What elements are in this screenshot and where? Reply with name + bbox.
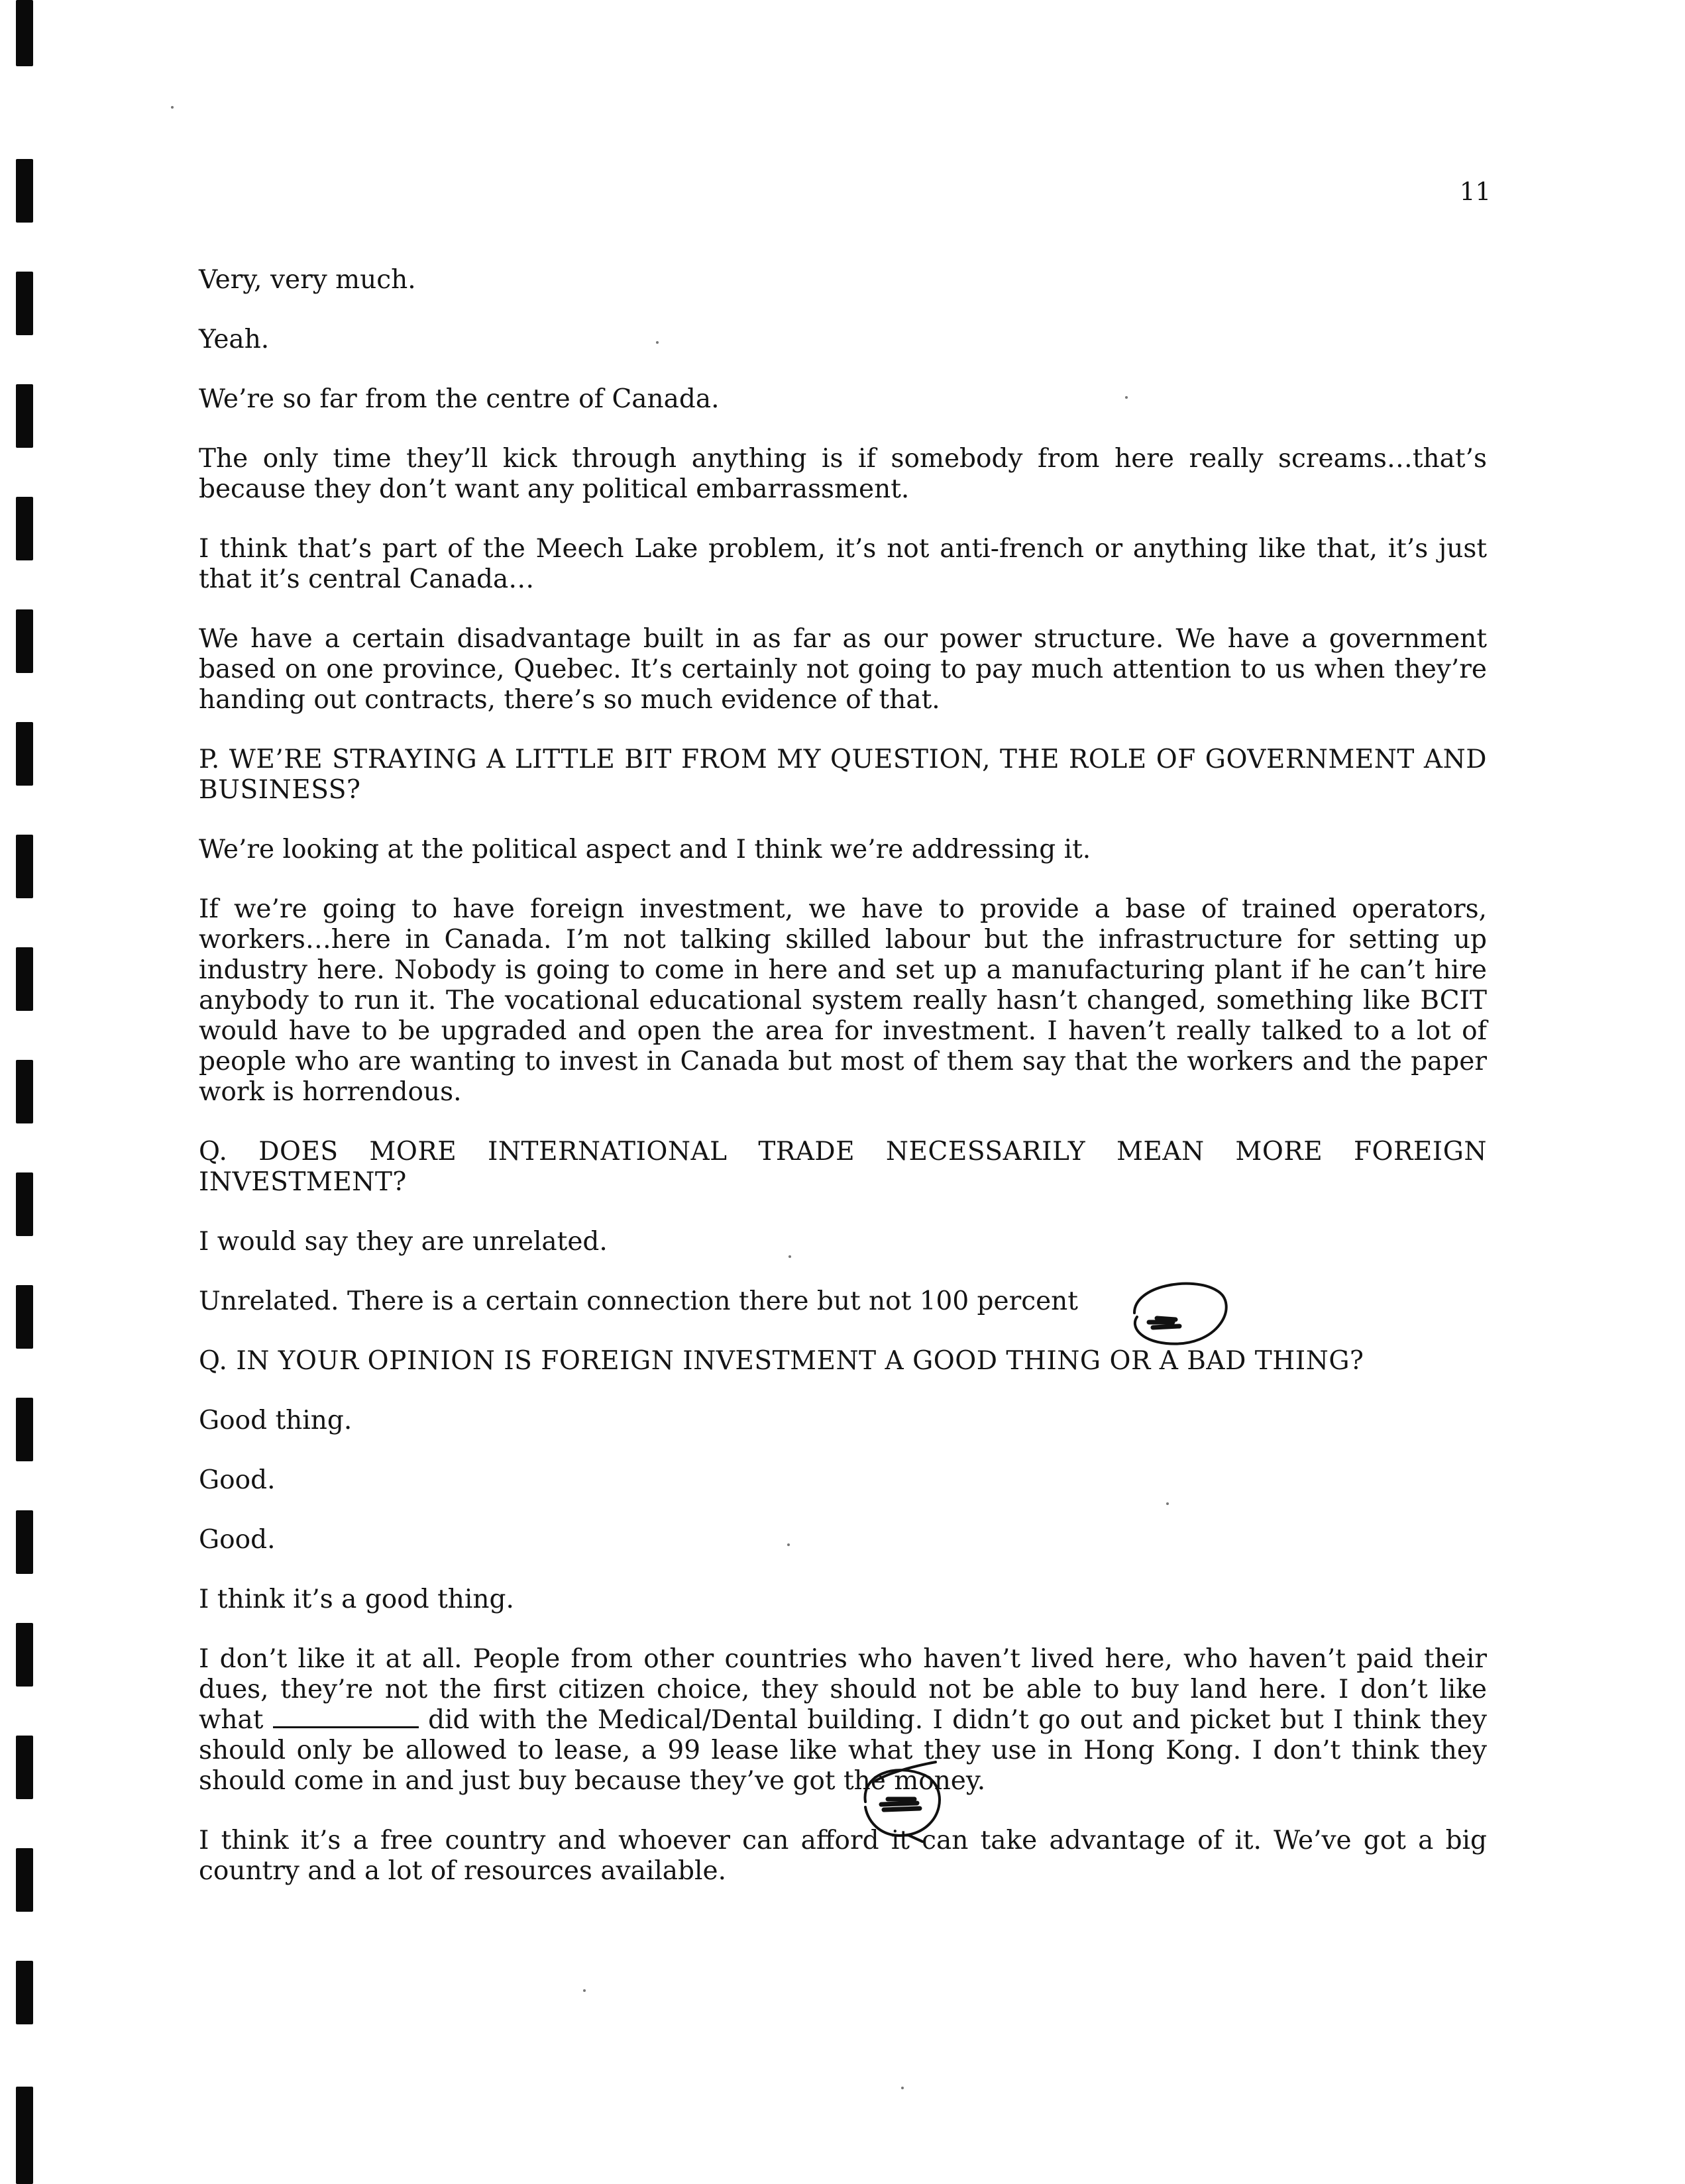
- interviewer-question: P. WE’RE STRAYING A LITTLE BIT FROM MY QUESTION, THE ROLE OF GOVERNMENT AND BUSINESS?: [199, 745, 1487, 805]
- binder-mark: [16, 835, 33, 898]
- scan-speck: [788, 1255, 791, 1258]
- response-paragraph: We have a certain disadvantage built in as far as our power structure. We have a government based on one province, Quebec. It’s certainly not going to pay much attention to us when they’re handing out contracts, there’s so much evidence of that.: [199, 624, 1487, 715]
- interviewer-question: Q. IN YOUR OPINION IS FOREIGN INVESTMENT A GOOD THING OR A BAD THING?: [199, 1346, 1364, 1376]
- response-paragraph: If we’re going to have foreign investment, we have to provide a base of trained operators, workers…here in Canada. I’m not talking skilled labour but the infrastructure for setting up industry here. Nobody is going to come in here and set up a manufacturing plant if he can’t hire anybody to run it. The vocational educational system really hasn’t changed, something like BCIT would have to be upgraded and open the area for investment. I haven’t really talked to a lot of people who are wanting to invest in Canada but most of them say that the workers and the paper work is horrendous.: [199, 894, 1487, 1107]
- binder-mark: [16, 159, 33, 223]
- binder-mark: [16, 1060, 33, 1123]
- response-paragraph: Good thing.: [199, 1406, 353, 1435]
- scan-speck: [1125, 396, 1128, 399]
- binder-mark: [16, 722, 33, 786]
- binder-mark: [16, 2087, 33, 2184]
- binder-mark: [16, 947, 33, 1011]
- binder-mark: [16, 1285, 33, 1349]
- response-text: did with the Medical/Dental building. I didn’t go out and picket but I think they should only be allowed to lease, a 99: [199, 1705, 1487, 1765]
- binder-mark: [16, 1172, 33, 1236]
- response-paragraph: Unrelated. There is a certain connection there but not 100 percent: [199, 1286, 1078, 1316]
- binder-mark: [16, 0, 33, 66]
- response-paragraph: The only time they’ll kick through anything is if somebody from here really screams…that’s because they don’t want any political embarrassment.: [199, 444, 1487, 504]
- binder-mark: [16, 609, 33, 673]
- response-paragraph: Yeah.: [199, 325, 270, 354]
- binder-mark: [16, 1398, 33, 1461]
- interviewer-question: Q. DOES MORE INTERNATIONAL TRADE NECESSARILY MEAN MORE FOREIGN INVESTMENT?: [199, 1137, 1487, 1197]
- binder-mark: [16, 272, 33, 335]
- scan-speck: [901, 2087, 904, 2089]
- scan-speck: [171, 106, 174, 109]
- response-text: because they’ve got the money.: [574, 1766, 986, 1796]
- response-paragraph: I think that’s part of the Meech Lake problem, it’s not anti-french or anything like that, it’s just that it’s central Canada…: [199, 534, 1487, 594]
- response-paragraph: Good.: [199, 1465, 276, 1495]
- response-paragraph: I would say they are unrelated.: [199, 1227, 608, 1257]
- redacted-name-blank: [273, 1706, 419, 1728]
- scan-speck: [583, 1989, 586, 1992]
- scan-speck: [656, 341, 659, 344]
- binder-mark: [16, 1961, 33, 2024]
- binder-mark: [16, 1736, 33, 1799]
- binder-marks: [16, 0, 36, 2184]
- response-text: I don’t like it at all. People from other countries who haven’t lived here, who haven’t paid their dues, they’re not the first citizen choice, they should not be able to buy land here. I don’t like what: [199, 1644, 1487, 1735]
- response-paragraph: I think it’s a free country and whoever can afford it can take advantage of it. We’ve got a big country and a lot of resources available.: [199, 1826, 1487, 1886]
- response-paragraph: Good.: [199, 1525, 276, 1555]
- scan-speck: [1166, 1502, 1169, 1505]
- binder-mark: [16, 384, 33, 448]
- binder-mark: [16, 1510, 33, 1574]
- binder-mark: [16, 497, 33, 560]
- response-paragraph: Very, very much.: [199, 265, 416, 295]
- binder-mark: [16, 1848, 33, 1912]
- response-paragraph: We’re so far from the centre of Canada.: [199, 384, 720, 414]
- response-paragraph: We’re looking at the political aspect and I think we’re addressing it.: [199, 835, 1091, 864]
- binder-mark: [16, 1623, 33, 1687]
- response-text: lease like what they use in Hong Kong. I don’t think they should come in and just buy: [199, 1736, 1487, 1796]
- page-number: 11: [1459, 178, 1491, 206]
- scan-speck: [787, 1543, 790, 1546]
- transcript-body: [199, 265, 1487, 1916]
- response-paragraph-with-blank: [199, 1644, 1487, 1796]
- response-paragraph: I think it’s a good thing.: [199, 1585, 514, 1614]
